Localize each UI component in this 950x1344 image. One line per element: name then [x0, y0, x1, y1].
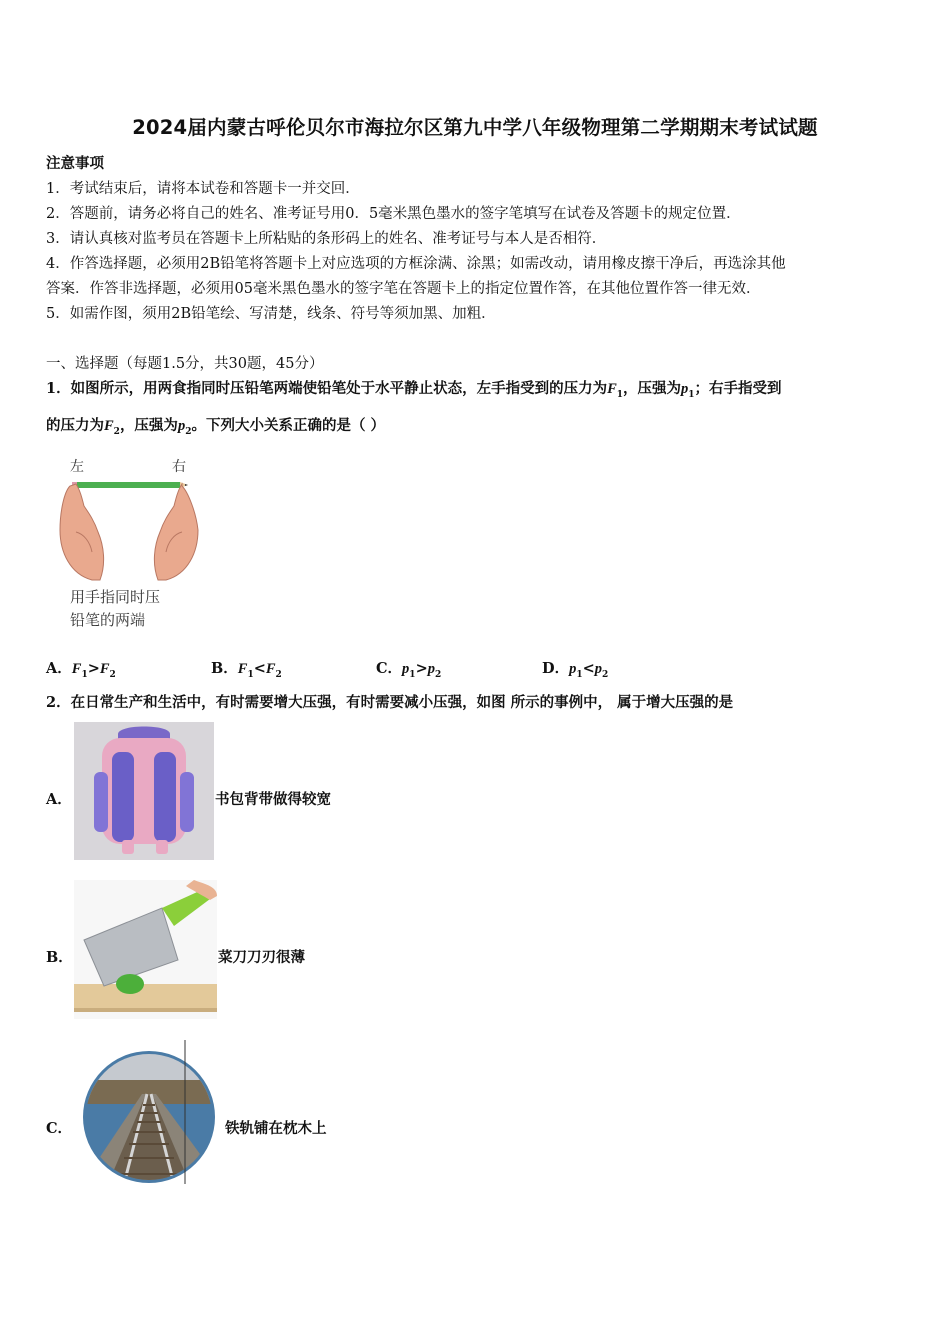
q1-option-d: D．$p_1<p_2$ [542, 660, 609, 680]
q1-option-b: B．$F_1<F_2$ [211, 660, 282, 680]
q1-stem-line2: 的压力为$F_2$，压强为$p_2$。下列大小关系正确的是（ ） [46, 417, 386, 437]
q2-option-a-text: 书包背带做得较宽 [215, 791, 331, 808]
backpack-image [74, 722, 214, 860]
q2-option-b-text: 菜刀刀刃很薄 [218, 949, 305, 966]
fig-caption-line2: 铅笔的两端 [70, 611, 146, 629]
cleaver-image [74, 880, 217, 1019]
fig-caption-line1: 用手指同时压 [70, 588, 161, 606]
notice-heading: 注意事项 [46, 155, 104, 172]
notice-item-3: 3．请认真核对监考员在答题卡上所粘贴的条形码上的姓名、准考证号与本人是否相符． [46, 231, 607, 247]
fig-label-left: 左 [70, 459, 84, 475]
q2-option-c-text: 铁轨铺在枕木上 [225, 1120, 327, 1137]
q1-option-a: A．$F_1>F_2$ [46, 660, 116, 680]
notice-item-1: 1．考试结束后，请将本试卷和答题卡一并交回． [46, 181, 360, 197]
notice-item-2: 2．答题前，请务必将自己的姓名、准考证号用0．5毫米黑色墨水的签字笔填写在试卷及答题卡的规定位置． [46, 206, 741, 222]
q1-stem-line1: 1．如图所示，用两食指同时压铅笔两端使铅笔处于水平静止状态，左手指受到的压力为$F_1$，压强为$p_1$；右手指受到 [46, 380, 782, 400]
q2-option-c-label: C． [46, 1120, 73, 1137]
notice-item-5: 5．如需作图，须用2B铅笔绘、写清楚，线条、符号等须加黑、加粗． [46, 306, 496, 322]
notice-item-4: 4．作答选择题，必须用2B铅笔将答题卡上对应选项的方框涂满、涂黑；如需改动，请用橡皮擦干净后，再选涂其他 [46, 256, 786, 272]
q2-option-a-label: A． [46, 791, 72, 808]
page-title: 2024届内蒙古呼伦贝尔市海拉尔区第九中学八年级物理第二学期期末考试试题 [132, 116, 818, 139]
q2-stem: 2．在日常生产和生活中，有时需要增大压强，有时需要减小压强，如图 所示的事例中， 属于增大压强的是 [46, 694, 734, 711]
q1-figure-pencil [56, 452, 206, 632]
q1-option-c: C．$p_1>p_2$ [376, 660, 442, 680]
notice-item-4-cont: 答案．作答非选择题，必须用05毫米黑色墨水的签字笔在答题卡上的指定位置作答，在其他位置作答一律无效． [46, 281, 761, 297]
railway-image [82, 1040, 222, 1184]
q2-option-b-label: B． [46, 949, 73, 966]
fig-label-right: 右 [172, 459, 186, 475]
section-heading: 一、选择题（每题1.5分，共30题，45分） [46, 356, 324, 372]
pencil-hands-illustration [56, 472, 206, 582]
